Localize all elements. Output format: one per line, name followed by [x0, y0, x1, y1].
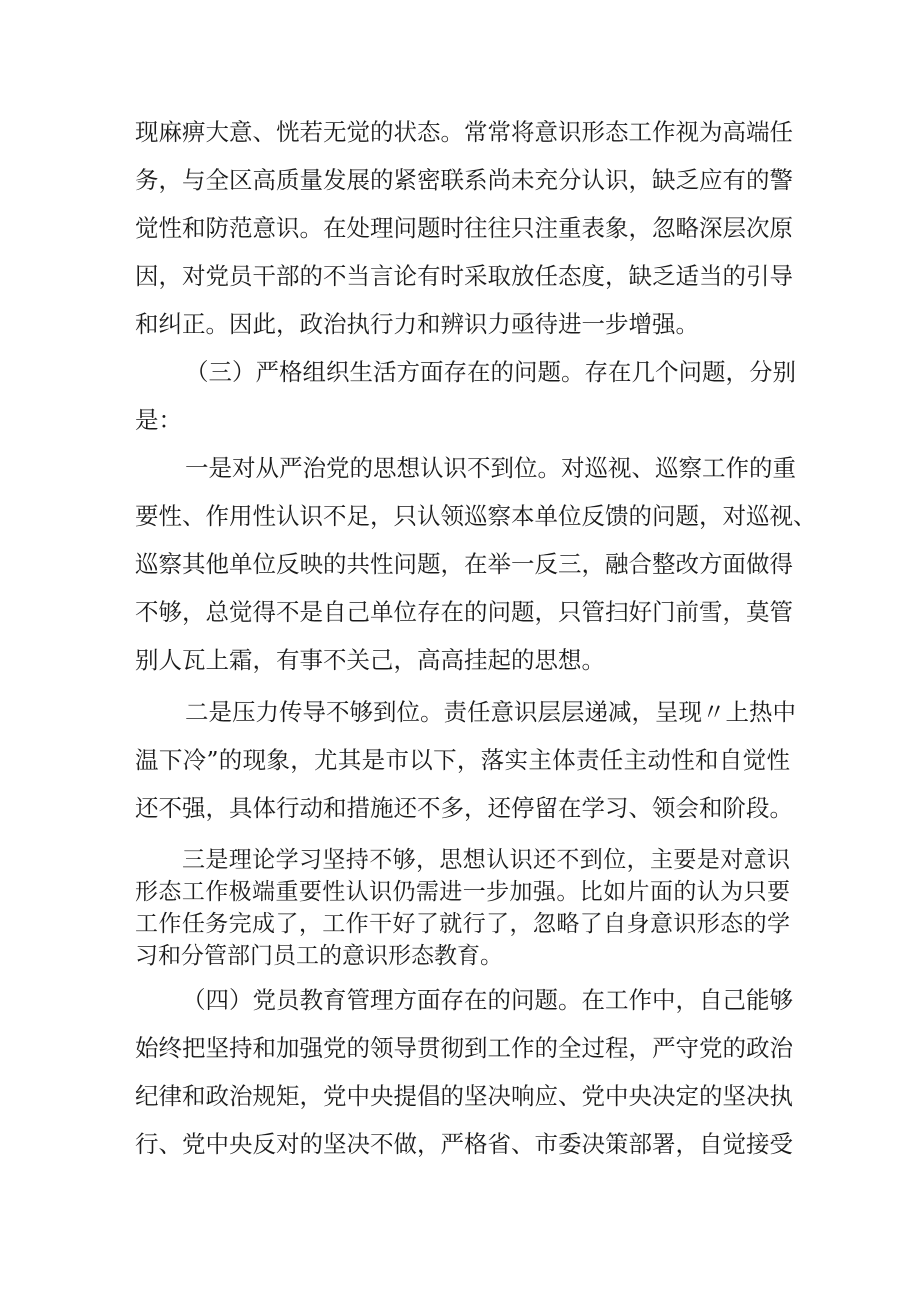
point-three-line-1: 三是理论学习坚持不够，思想认识还不到位，主要是对意识 [182, 847, 790, 873]
text-line-3: 觉性和防范意识。在处理问题时往往只注重表象，忽略深层次原 [135, 214, 793, 242]
section-heading-4: （四）党员教育管理方面存在的问题。在工作中，自己能够 [182, 986, 793, 1014]
section-four-line-2: 始终把坚持和加强党的领导贯彻到工作的全过程，严守党的政治 [135, 1034, 793, 1062]
section-heading-3: （三）严格组织生活方面存在的问题。存在几个问题，分别 [185, 358, 796, 386]
section-four-line-3: 纪律和政治规矩，党中央提倡的坚决响应、党中央决定的坚决执 [135, 1082, 793, 1110]
point-one-line-5: 别人瓦上霜，有事不关己，高高挂起的思想。 [135, 646, 605, 674]
text-line-7: 是： [135, 406, 182, 434]
point-one-line-4: 不够，总觉得不是自己单位存在的问题，只管扫好门前雪，莫管 [135, 598, 793, 626]
section-four-line-4: 行、党中央反对的坚决不做，严格省、市委决策部署，自觉接受 [135, 1130, 793, 1158]
point-two-line-3: 还不强，具体行动和措施还不多，还停留在学习、领会和阶段。 [135, 794, 793, 822]
point-three-line-4: 习和分管部门员工的意识形态教育。 [135, 943, 503, 969]
text-line-1: 现麻痹大意、恍若无觉的状态。常常将意识形态工作视为高端任 [135, 118, 793, 146]
text-line-2: 务，与全区高质量发展的紧密联系尚未充分认识，缺乏应有的警 [135, 166, 793, 194]
point-one-line-2: 要性、作用性认识不足，只认领巡察本单位反馈的问题，对巡视、 [135, 502, 817, 530]
point-three-line-3: 工作任务完成了，工作干好了就行了，忽略了自身意识形态的学 [135, 911, 790, 937]
point-one-line-3: 巡察其他单位反映的共性问题，在举一反三，融合整改方面做得 [135, 550, 793, 578]
point-two-line-1: 二是压力传导不够到位。责任意识层层递减，呈现〃上热中 [185, 698, 796, 726]
point-two-line-2: 温下冷”的现象，尤其是市以下，落实主体责任主动性和自觉性 [135, 746, 790, 774]
point-three-line-2: 形态工作极端重要性认识仍需进一步加强。比如片面的认为只要 [135, 879, 790, 905]
text-line-5: 和纠正。因此，政治执行力和辨识力亟待进一步增强。 [135, 310, 699, 338]
point-one-line-1: 一是对从严治党的思想认识不到位。对巡视、巡察工作的重 [185, 454, 796, 482]
text-line-4: 因，对党员干部的不当言论有时采取放任态度，缺乏适当的引导 [135, 262, 793, 290]
